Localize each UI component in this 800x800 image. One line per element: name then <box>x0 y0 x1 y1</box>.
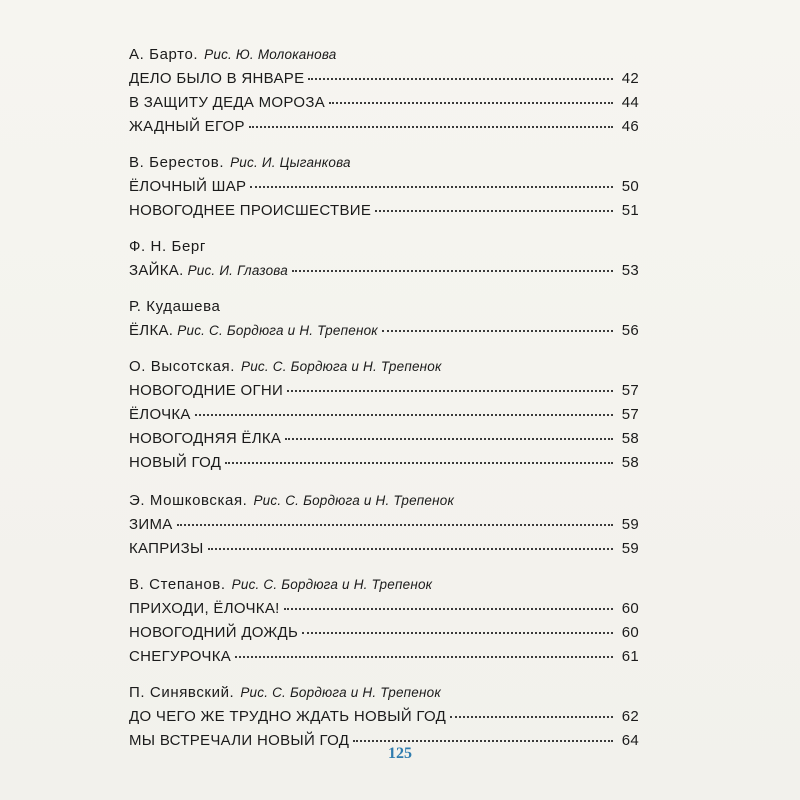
toc-entry[interactable] <box>129 259 639 283</box>
toc-section <box>129 355 639 475</box>
entry-page-number: 57 <box>621 406 639 423</box>
toc-entry[interactable] <box>129 645 639 669</box>
entry-title-group <box>129 451 221 475</box>
toc-entry[interactable] <box>129 597 639 621</box>
dot-leader <box>308 78 613 80</box>
author-name: О. Высотская. <box>129 358 235 375</box>
entry-page-number: 44 <box>621 94 639 111</box>
entry-illustrator-credit: Рис. И. Глазова <box>187 263 288 278</box>
dot-leader <box>329 102 613 104</box>
illustrator-credit: Рис. Ю. Молоканова <box>204 47 337 62</box>
author-name: Ф. Н. Берг <box>129 238 206 255</box>
author-name: Э. Мошковская. <box>129 492 248 509</box>
page-number: 125 <box>388 745 412 762</box>
toc-entry[interactable] <box>129 427 639 451</box>
dot-leader <box>287 390 613 392</box>
dot-leader <box>177 524 613 526</box>
illustrator-credit: Рис. И. Цыганкова <box>230 155 351 170</box>
dot-leader <box>250 186 613 188</box>
dot-leader <box>235 656 613 658</box>
dot-leader <box>353 740 613 742</box>
author-name: А. Барто. <box>129 46 199 63</box>
entry-title: НОВЫЙ ГОД <box>129 454 222 471</box>
toc-entry[interactable] <box>129 513 639 537</box>
author-heading <box>129 295 639 319</box>
author-name: П. Синявский. <box>129 684 235 701</box>
section-spacer <box>129 343 639 355</box>
toc-entry[interactable] <box>129 319 639 343</box>
illustrator-credit: Рис. С. Бордюга и Н. Трепенок <box>240 685 441 700</box>
dot-leader <box>195 414 613 416</box>
entry-title: В ЗАЩИТУ ДЕДА МОРОЗА <box>129 94 326 111</box>
entry-page-number: 60 <box>621 624 639 641</box>
toc-entry[interactable] <box>129 705 639 729</box>
author-name: В. Берестов. <box>129 154 225 171</box>
dot-leader <box>285 438 613 440</box>
section-spacer <box>129 561 639 573</box>
entry-title-group <box>129 513 173 537</box>
dot-leader <box>225 462 613 464</box>
entry-title: ЁЛОЧКА <box>129 406 191 423</box>
entry-page-number: 61 <box>621 648 639 665</box>
author-heading <box>129 151 639 175</box>
toc-entry[interactable] <box>129 403 639 427</box>
illustrator-credit: Рис. С. Бордюга и Н. Трепенок <box>231 577 433 592</box>
author-heading <box>129 573 639 597</box>
entry-title-group <box>129 175 246 199</box>
entry-page-number: 42 <box>621 70 639 87</box>
author-heading <box>129 355 639 379</box>
dot-leader <box>249 126 613 128</box>
entry-page-number: 56 <box>621 322 639 339</box>
entry-page-number: 58 <box>621 430 639 447</box>
entry-title: НОВОГОДНИЕ ОГНИ <box>129 382 284 399</box>
section-spacer <box>129 139 639 151</box>
entry-title: ЁЛОЧНЫЙ ШАР <box>129 178 247 195</box>
entry-title: ЖАДНЫЙ ЕГОР <box>129 118 245 135</box>
toc-section <box>129 489 639 561</box>
entry-title: ЗИМА <box>129 516 173 533</box>
entry-page-number: 46 <box>621 118 639 135</box>
entry-illustrator-credit: Рис. С. Бордюга и Н. Трепенок <box>177 323 378 338</box>
entry-page-number: 57 <box>621 382 639 399</box>
dot-leader <box>292 270 613 272</box>
entry-title: КАПРИЗЫ <box>129 540 204 557</box>
toc-section <box>129 235 639 283</box>
dot-leader <box>284 608 613 610</box>
toc-entry[interactable] <box>129 379 639 403</box>
entry-title: МЫ ВСТРЕЧАЛИ НОВЫЙ ГОД <box>129 732 350 749</box>
entry-page-number: 59 <box>621 516 639 533</box>
toc-entry[interactable] <box>129 175 639 199</box>
entry-title-group <box>129 67 304 91</box>
entry-title: ДЕЛО БЫЛО В ЯНВАРЕ <box>129 70 305 87</box>
entry-title: ДО ЧЕГО ЖЕ ТРУДНО ЖДАТЬ НОВЫЙ ГОД <box>129 708 447 725</box>
entry-title-group <box>129 319 378 343</box>
entry-title-group <box>129 259 288 283</box>
toc-section <box>129 573 639 669</box>
entry-page-number: 51 <box>621 202 639 219</box>
dot-leader <box>208 548 613 550</box>
entry-page-number: 59 <box>621 540 639 557</box>
section-spacer <box>129 223 639 235</box>
author-name: Р. Кудашева <box>129 298 221 315</box>
dot-leader <box>375 210 613 212</box>
toc-entry[interactable] <box>129 451 639 475</box>
toc-entry[interactable] <box>129 199 639 223</box>
section-spacer <box>129 475 639 489</box>
section-spacer <box>129 669 639 681</box>
illustrator-credit: Рис. С. Бордюга и Н. Трепенок <box>241 359 442 374</box>
dot-leader <box>450 716 613 718</box>
dot-leader <box>302 632 613 634</box>
toc-section <box>129 295 639 343</box>
toc-section <box>129 151 639 223</box>
section-spacer <box>129 283 639 295</box>
entry-title: СНЕГУРОЧКА <box>129 648 232 665</box>
entry-title: НОВОГОДНЯЯ ЁЛКА <box>129 430 282 447</box>
entry-title-group <box>129 645 231 669</box>
entry-title-group <box>129 597 280 621</box>
entry-title-group <box>129 621 298 645</box>
author-heading <box>129 235 639 259</box>
dot-leader <box>382 330 613 332</box>
entry-page-number: 58 <box>621 454 639 471</box>
author-heading <box>129 43 639 67</box>
toc-entry[interactable] <box>129 537 639 561</box>
toc-entry[interactable] <box>129 115 639 139</box>
author-name: В. Степанов. <box>129 576 226 593</box>
toc-entry[interactable] <box>129 67 639 91</box>
illustrator-credit: Рис. С. Бордюга и Н. Трепенок <box>253 493 455 508</box>
entry-title: НОВОГОДНЕЕ ПРОИСШЕСТВИЕ <box>129 202 372 219</box>
entry-page-number: 53 <box>621 262 639 279</box>
entry-title-group <box>129 379 283 403</box>
entry-title-group <box>129 91 325 115</box>
toc-section <box>129 681 639 753</box>
entry-title: НОВОГОДНИЙ ДОЖДЬ <box>129 624 299 641</box>
entry-title-group <box>129 705 446 729</box>
entry-page-number: 60 <box>621 600 639 617</box>
table-of-contents <box>129 43 639 753</box>
entry-title-group <box>129 537 204 561</box>
entry-page-number: 64 <box>621 732 639 749</box>
author-heading <box>129 489 639 513</box>
toc-section <box>129 43 639 139</box>
entry-page-number: 62 <box>621 708 639 725</box>
toc-entry[interactable] <box>129 91 639 115</box>
entry-title-group <box>129 115 245 139</box>
entry-title: ПРИХОДИ, ЁЛОЧКА! <box>129 600 280 617</box>
entry-title-group <box>129 403 191 427</box>
entry-title: ЁЛКА. <box>129 322 174 339</box>
entry-page-number: 50 <box>621 178 639 195</box>
author-heading <box>129 681 639 705</box>
entry-title: ЗАЙКА. <box>129 262 184 279</box>
toc-entry[interactable] <box>129 621 639 645</box>
entry-title-group <box>129 199 371 223</box>
entry-title-group <box>129 427 281 451</box>
